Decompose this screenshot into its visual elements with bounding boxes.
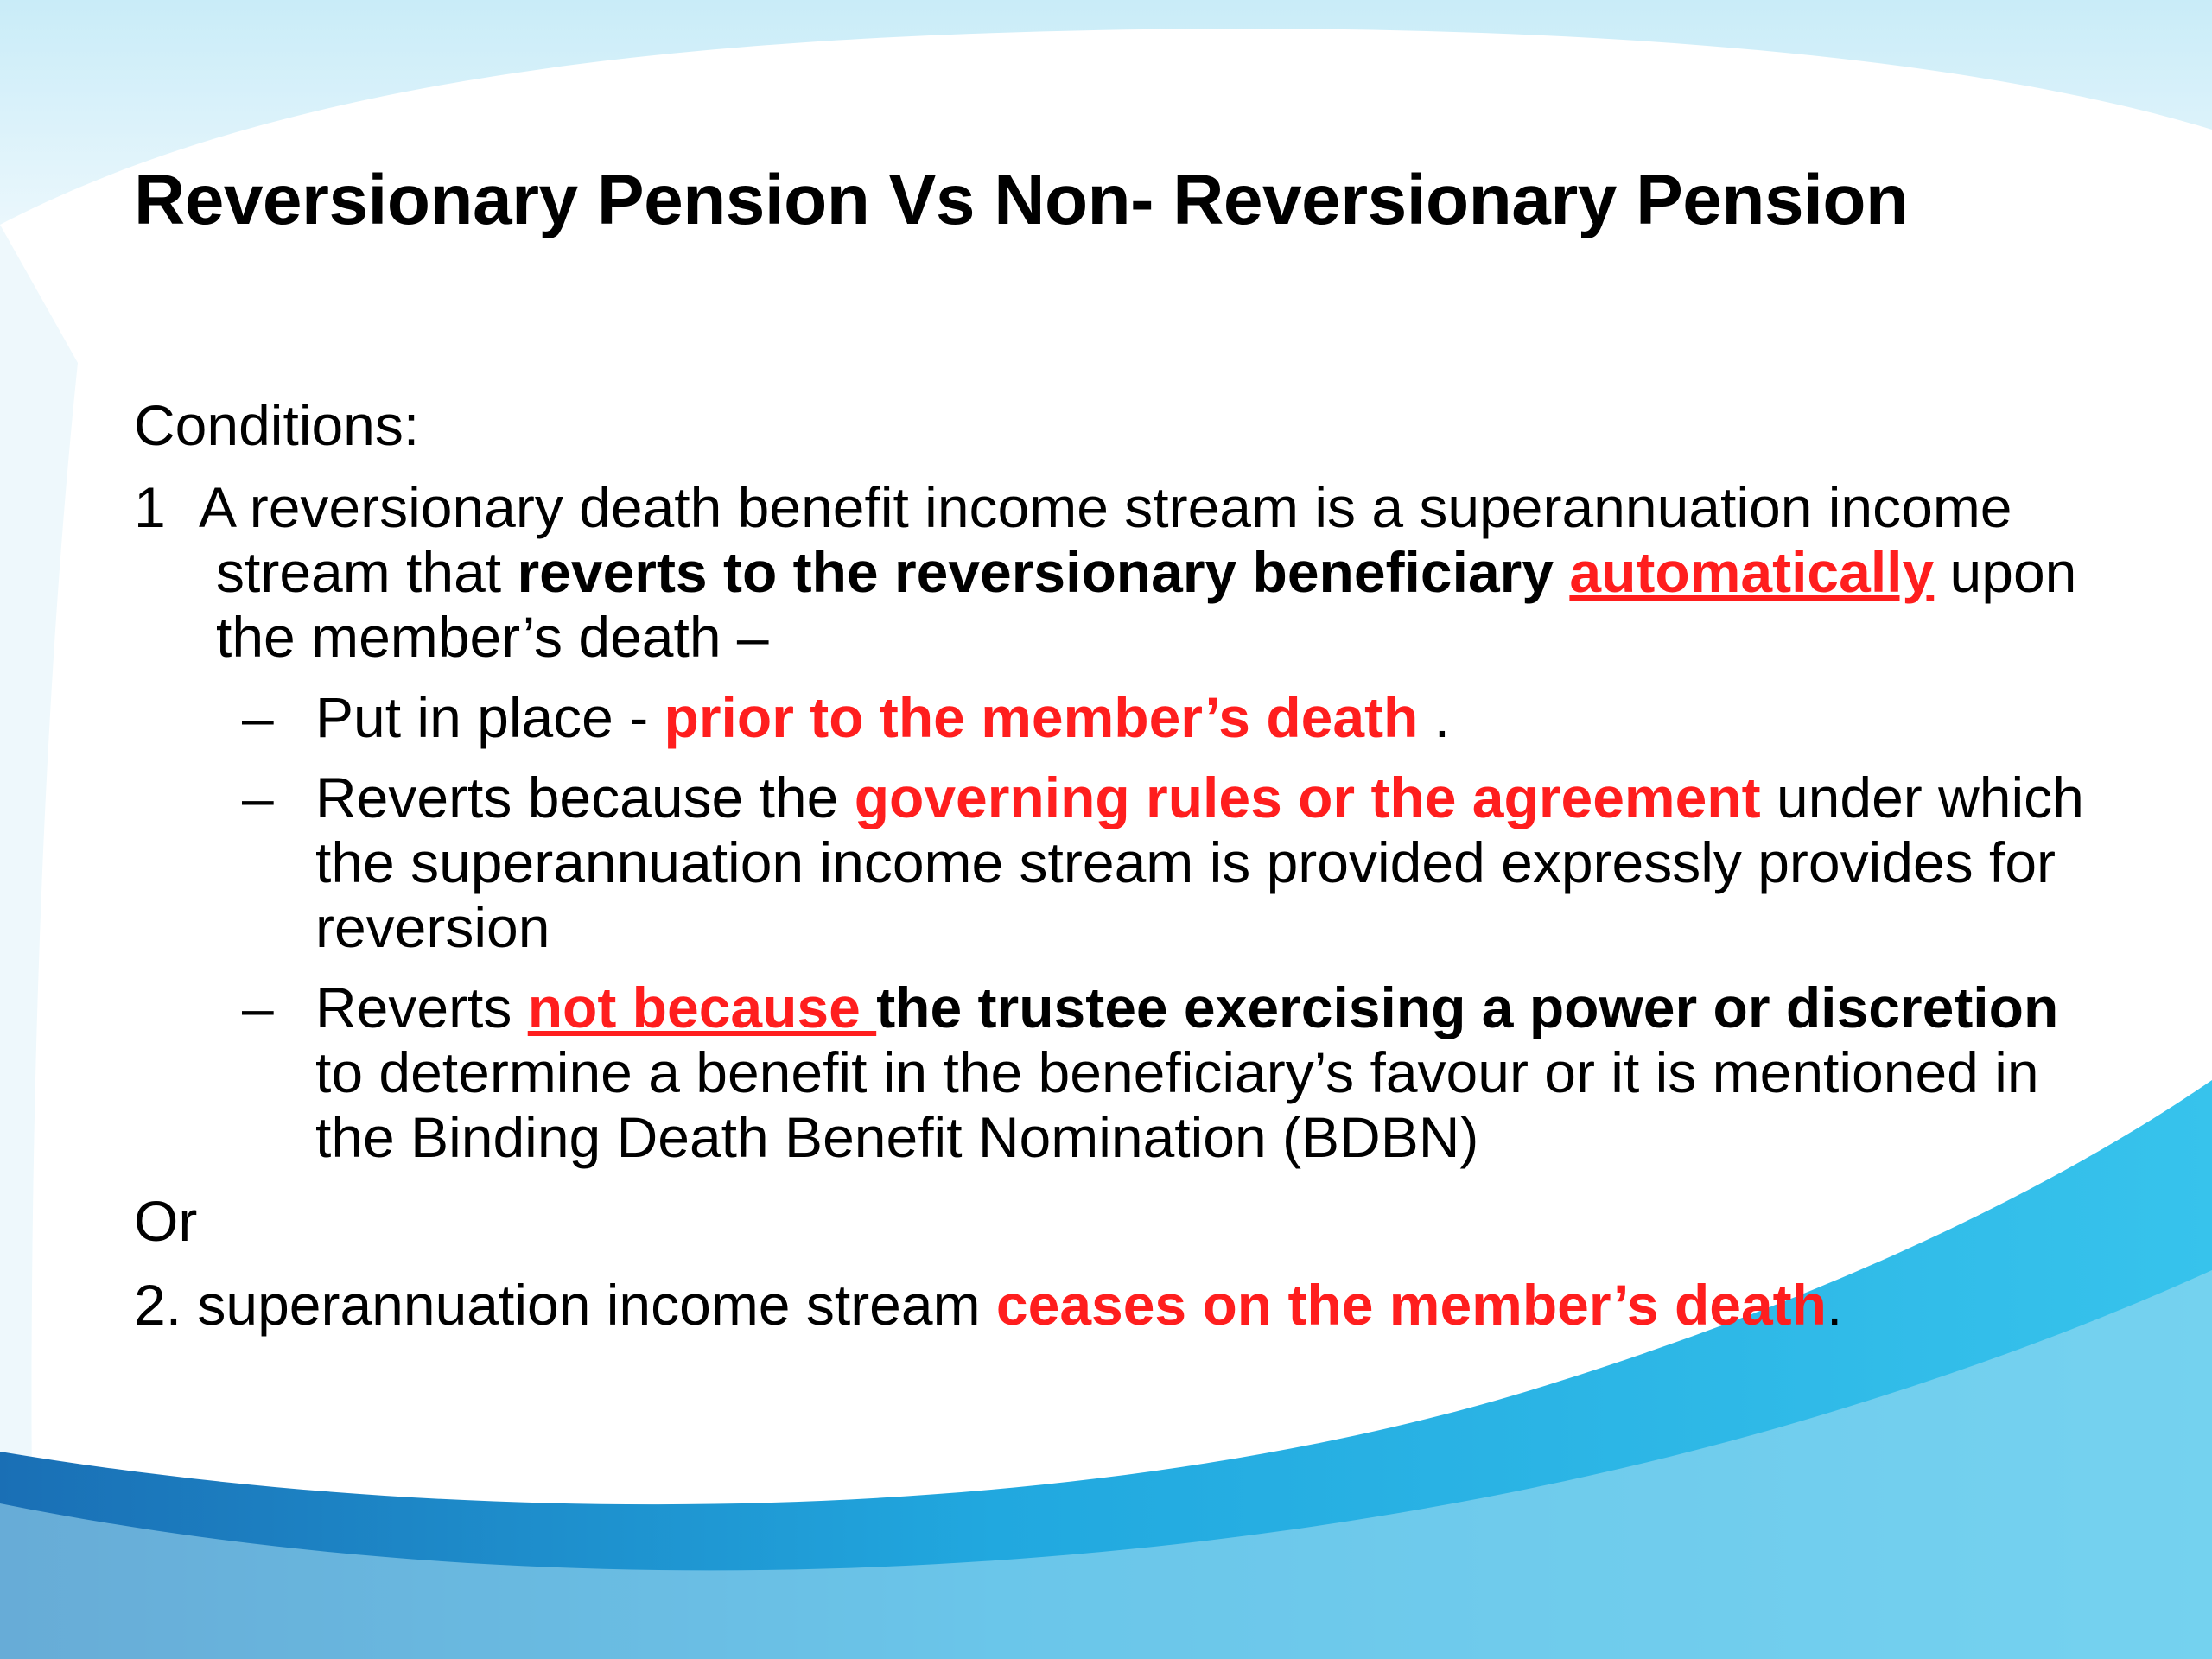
sub-item-text <box>315 976 2121 1170</box>
item-text-part: upon the member’s death – <box>216 540 2077 669</box>
sub-text-part: under which the superannuation income stream is provided expressly provides for reversion <box>315 766 2084 959</box>
item-highlight-automatically: automatically <box>1569 540 1935 604</box>
sub-text-part: to determine a benefit in the beneficiary’s favour or it is mentioned in the Binding Death Benefit Nomination (BDBN) <box>315 1040 2039 1169</box>
item-highlight: ceases on the member’s death <box>995 1273 1827 1337</box>
sub-text-part: . <box>1418 685 1451 749</box>
condition-item-1 <box>134 475 2121 670</box>
sub-item-text <box>315 766 2121 960</box>
sub-bold-phrase: the trustee exercising a power or discretion <box>876 976 2059 1039</box>
sub-text-part: Put in place - <box>315 685 664 749</box>
condition-item-2 <box>134 1273 2121 1338</box>
sub-item-3 <box>134 976 2121 1170</box>
item-text-part: 2. superannuation income stream <box>134 1273 996 1337</box>
item-text-part: . <box>1826 1273 1843 1337</box>
item-bold-phrase: reverts to the reversionary beneficiary <box>517 540 1554 604</box>
dash-bullet: – <box>242 685 274 749</box>
slide-title: Reversionary Pension Vs Non- Reversionary Pension <box>134 161 1909 239</box>
sub-text-part: Reverts because the <box>315 766 855 830</box>
item-number: 1 <box>134 475 166 539</box>
or-label: Or <box>134 1189 198 1253</box>
dash-bullet: – <box>242 766 274 830</box>
sub-text-part: Reverts <box>315 976 528 1039</box>
sub-highlight-not-because: not because <box>527 976 877 1039</box>
sub-highlight: prior to the member’s death <box>664 685 1419 749</box>
sub-item-2 <box>134 766 2121 960</box>
slide-body <box>134 393 2121 1338</box>
dash-bullet: – <box>242 976 274 1039</box>
conditions-label: Conditions: <box>134 393 420 457</box>
item-text <box>199 475 2121 670</box>
sub-item-text <box>315 685 2121 750</box>
sub-item-1 <box>134 685 2121 750</box>
item-text-part: A reversionary death benefit income stream is a superannuation income stream that <box>199 475 2012 604</box>
sub-highlight: governing rules or the agreement <box>854 766 1761 830</box>
